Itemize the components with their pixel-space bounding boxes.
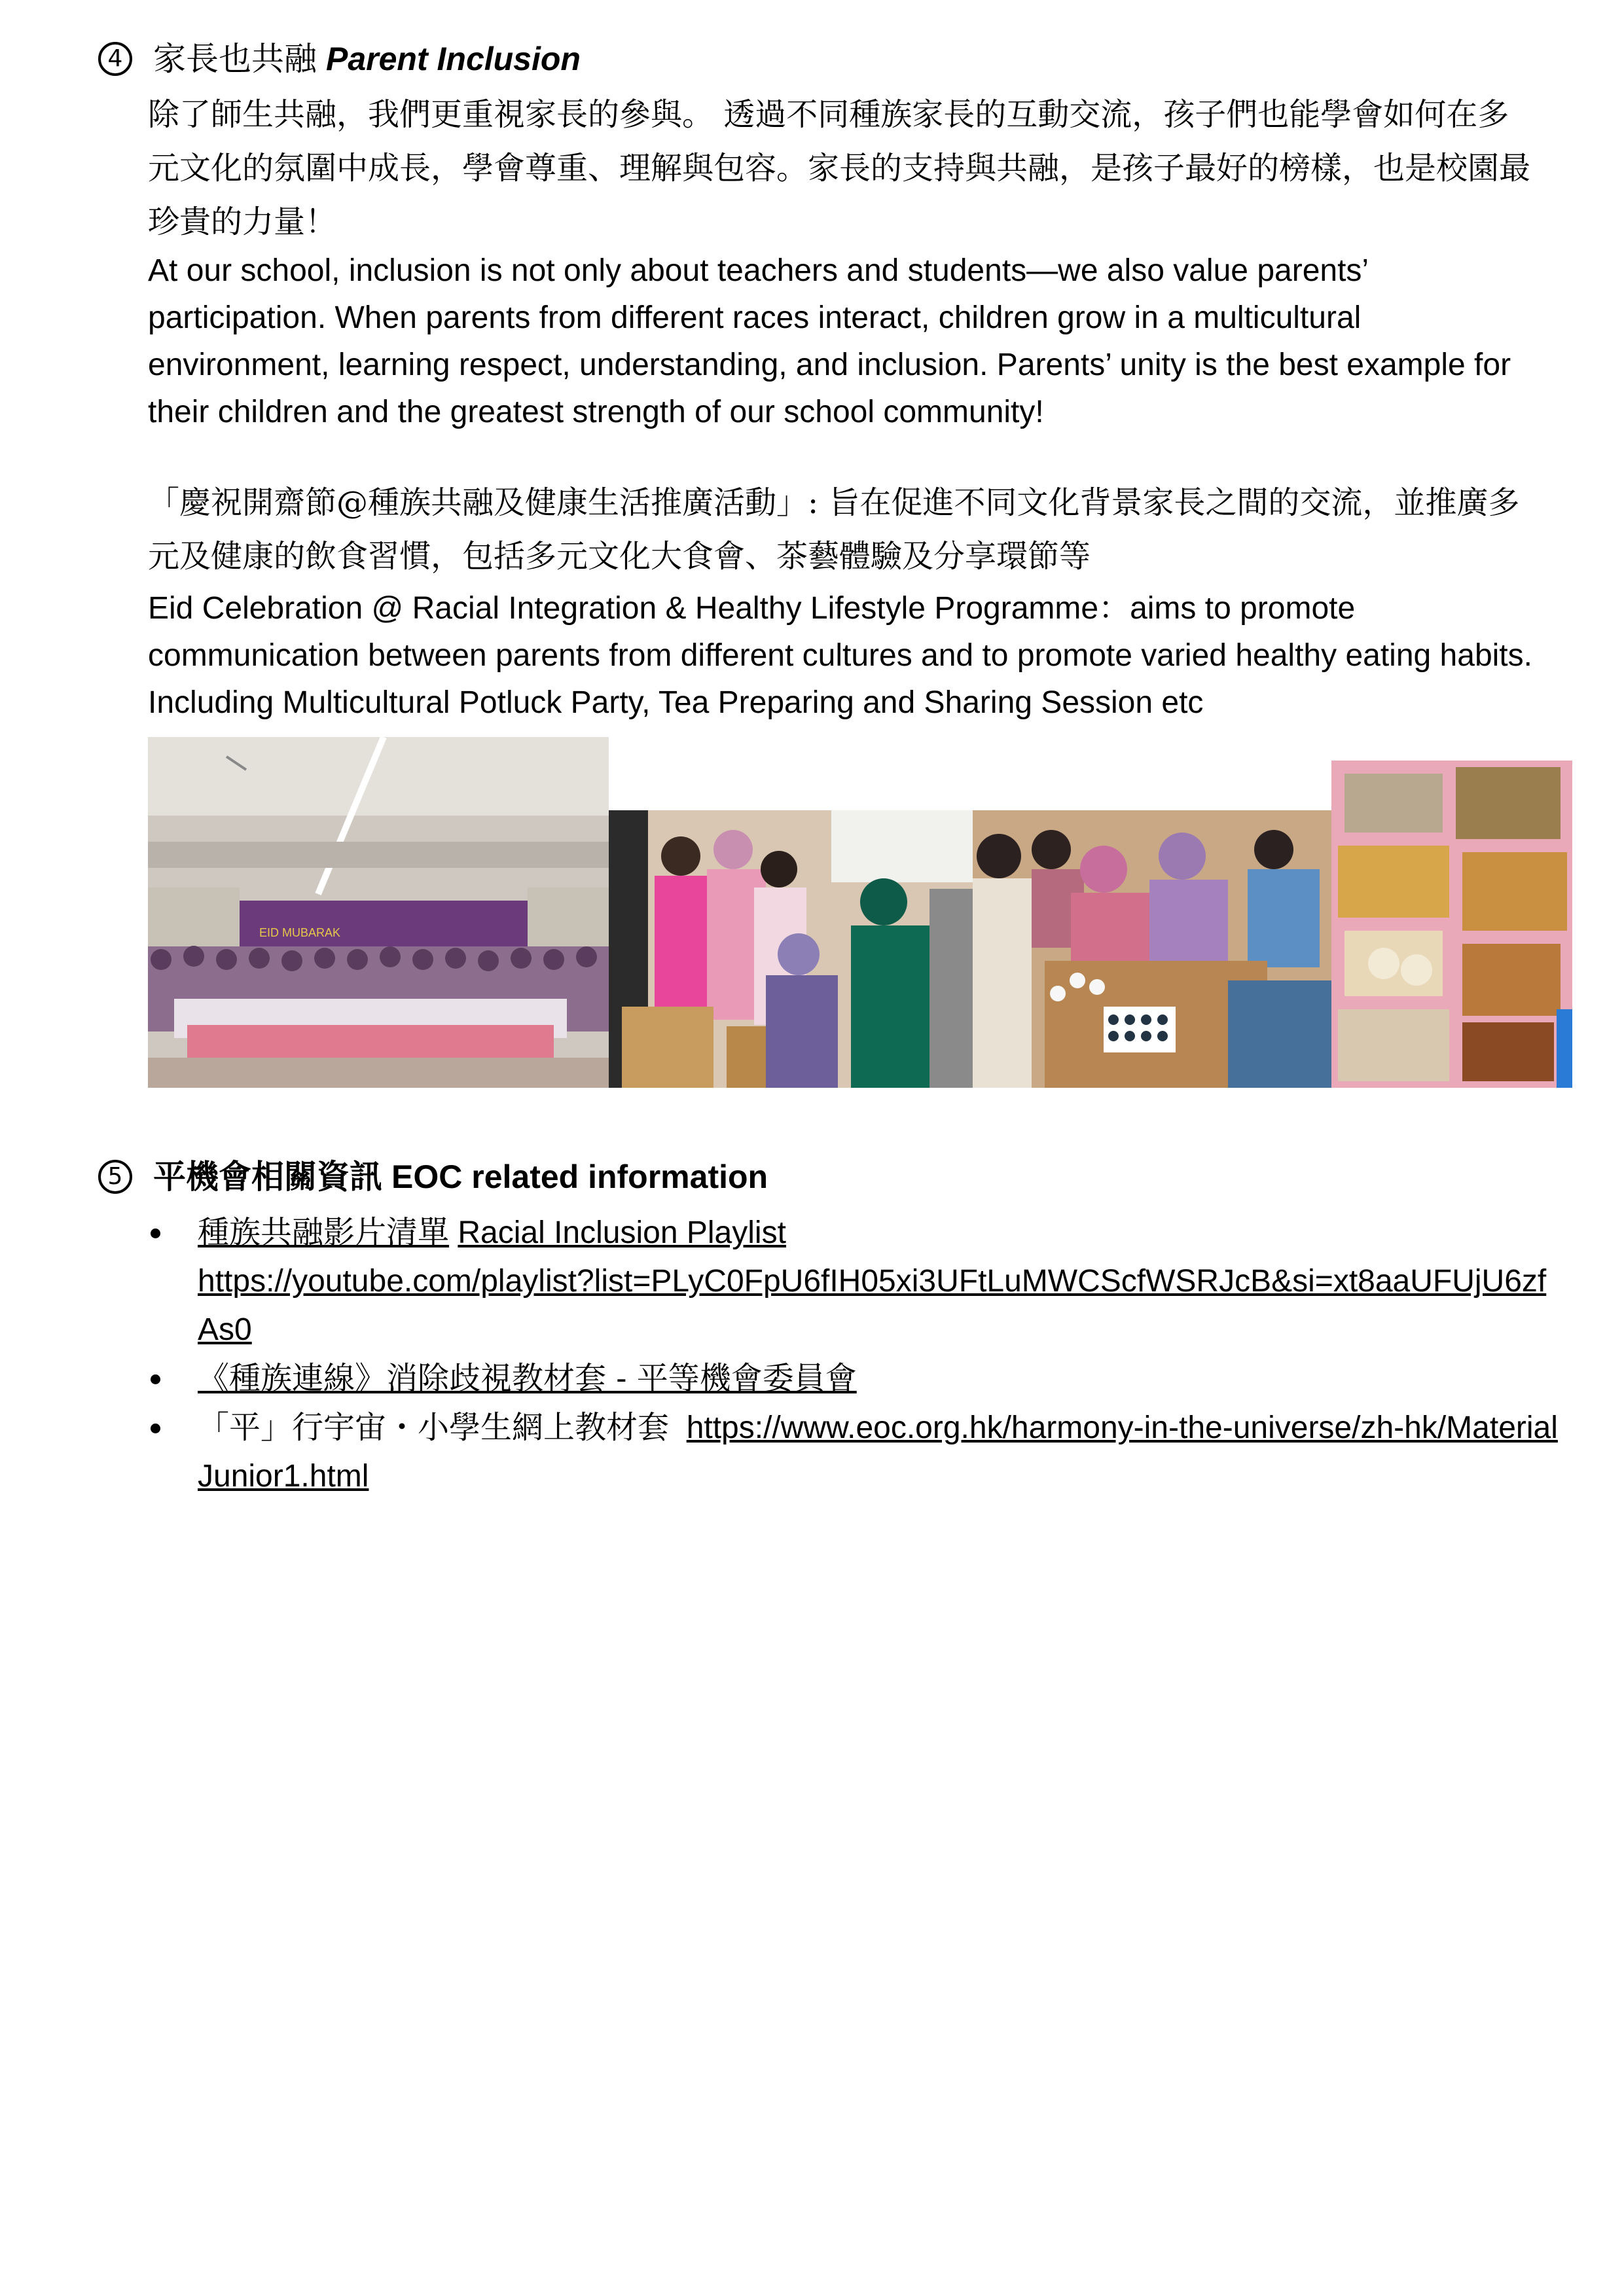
- photo-tea-session: [973, 810, 1331, 1088]
- list-item: [148, 1403, 1562, 1501]
- event-description-en: Eid Celebration @ Racial Integration & Healthy Lifestyle Programme：aims to promote communication between parents from different cultures and to promote varied healthy eating habits. Including Multicultural Potluck Party, Tea Preparing and Sharing Session etc: [148, 591, 1532, 720]
- eid-mubarak-banner: EID MUBARAK: [259, 926, 341, 939]
- section4-paragraph-zh: 除了師生共融，我們更重視家長的參與。 透過不同種族家長的互動交流，孩子們也能學會如何在多元文化的氛圍中成長，學會尊重、理解與包容。家長的支持與共融，是孩子最好的榜樣，也是校園最珍貴的力量！: [148, 96, 1531, 240]
- eoc-resource-list: [148, 1208, 1562, 1501]
- racial-inclusion-playlist-zh-link[interactable]: 種族共融影片清單: [198, 1214, 450, 1251]
- photo-group-hall: [148, 737, 609, 1088]
- section5-title-zh: 平機會相關資訊: [153, 1157, 382, 1196]
- photo-tea-session-image: [973, 810, 1331, 1088]
- harmony-universe-url-link[interactable]: https://www.eoc.org.hk/harmony-in-the-universe/zh-hk/MaterialJunior1.html: [198, 1410, 1558, 1494]
- section4-number: 4: [98, 42, 132, 76]
- racial-inclusion-playlist-en-link[interactable]: Racial Inclusion Playlist: [458, 1215, 786, 1250]
- event-photo-row: [148, 737, 1596, 1088]
- bullet-icon: [151, 1424, 160, 1433]
- photo-potluck-food-image: [1331, 761, 1572, 1088]
- bullet-icon: [151, 1229, 160, 1238]
- event-description-zh: 「慶祝開齋節@種族共融及健康生活推廣活動」: 旨在促進不同文化背景家長之間的交流，並推廣多元及健康的飲食習慣，包括多元文化大食會、茶藝體驗及分享環節等: [148, 484, 1520, 575]
- bullet-icon: [151, 1374, 160, 1384]
- list-item: [148, 1354, 1562, 1403]
- photo-potluck-food: [1331, 761, 1572, 1088]
- section4-paragraph-en: At our school, inclusion is not only about teachers and students—we also value parents’ participation. When parents from different races interact, children grow in a multicultural environment, learning respect, understanding, and inclusion. Parents’ unity is the best example for their children and the greatest strength of our school community!: [148, 253, 1511, 429]
- photo-parents-chatting: [609, 810, 973, 1088]
- section4-heading: [98, 39, 581, 79]
- youtube-playlist-url-link[interactable]: https://youtube.com/playlist?list=PLyC0FpU6fIH05xi3UFtLuMWCScfWSRJcB&si=xt8aaUFUjU6zfAs0: [198, 1264, 1547, 1347]
- section5-title-en: EOC related information: [391, 1158, 768, 1195]
- harmony-universe-label: 「平」行宇宙・小學生網上教材套: [198, 1409, 670, 1446]
- section5-number: 5: [98, 1160, 132, 1194]
- list-item: [148, 1208, 1562, 1354]
- photo-group-hall-image: [148, 737, 609, 1088]
- section4-title-en: Parent Inclusion: [326, 41, 581, 77]
- section4-title-zh: 家長也共融: [153, 40, 317, 78]
- racial-connection-materials-link[interactable]: 《種族連線》消除歧視教材套 - 平等機會委員會: [198, 1360, 857, 1397]
- photo-parents-chatting-image: [609, 810, 973, 1088]
- section5-heading: [98, 1157, 768, 1196]
